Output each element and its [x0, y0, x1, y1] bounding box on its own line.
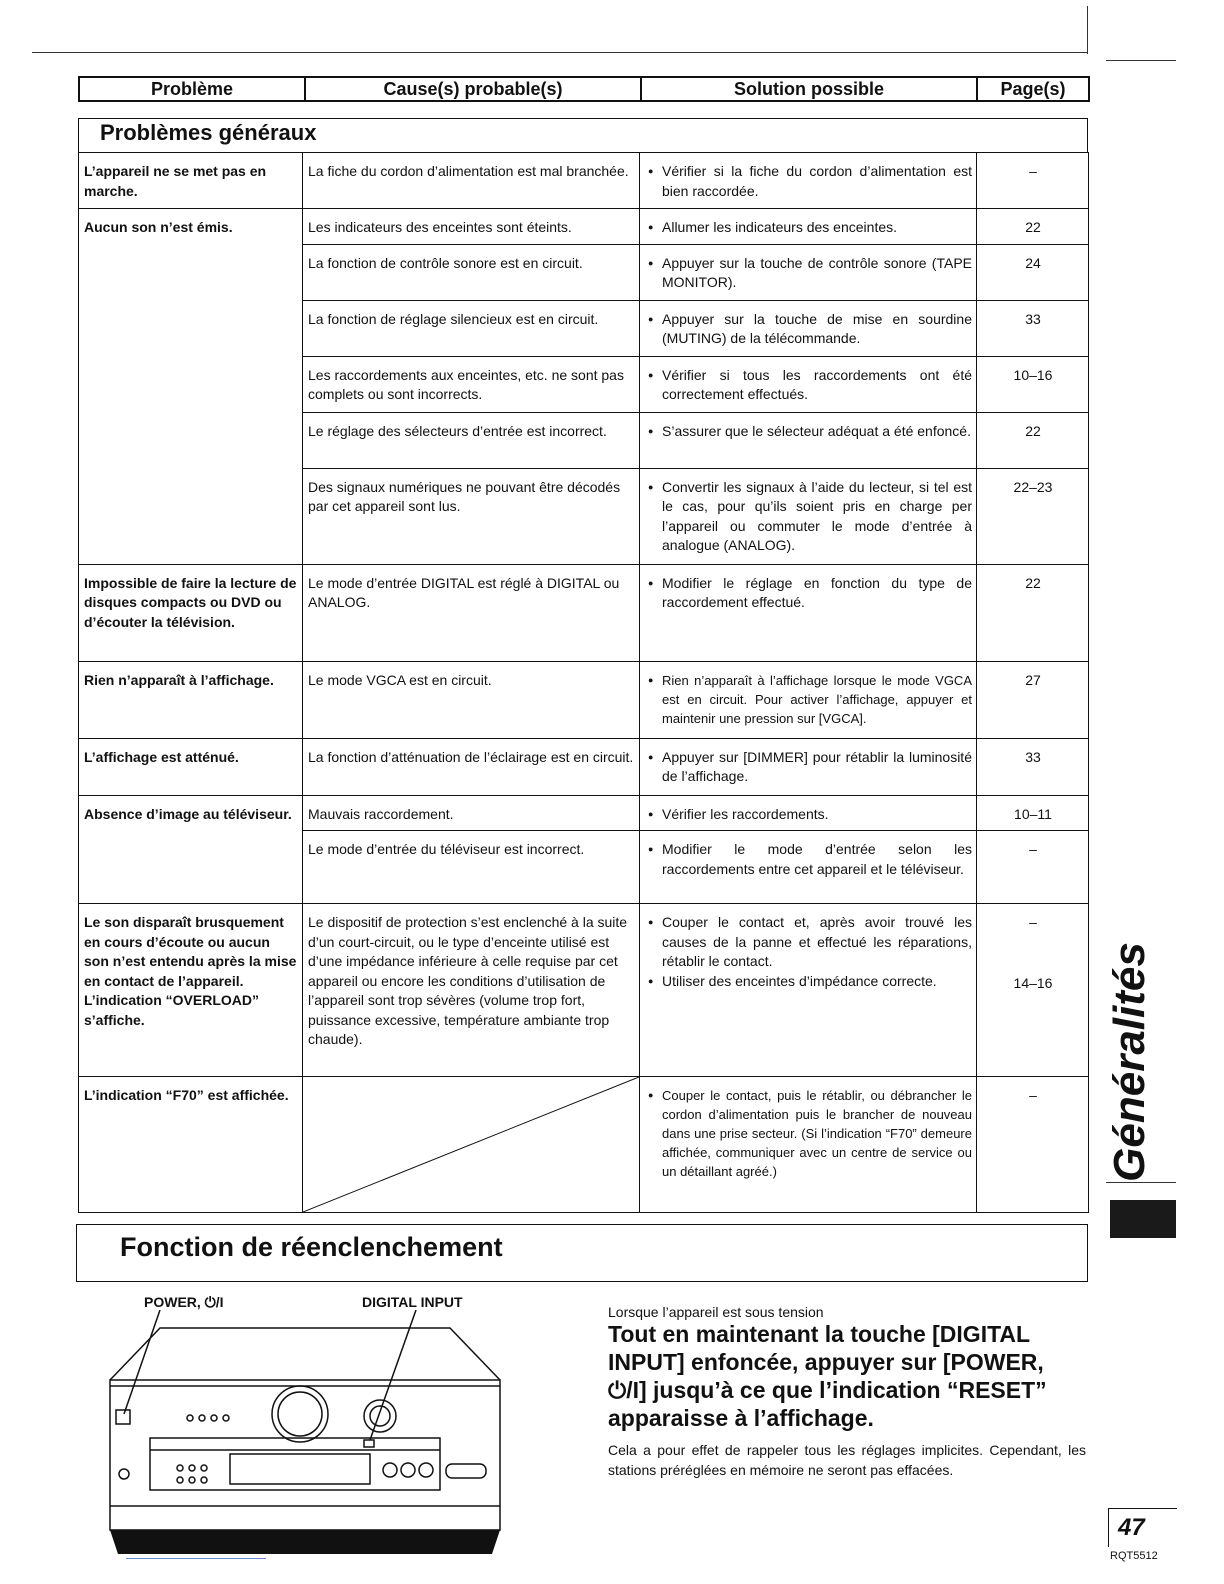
- solution-cell: [640, 564, 977, 661]
- page-cell: –: [977, 153, 1089, 209]
- header-solution: Solution possible: [641, 77, 977, 101]
- page-cell: 10–16: [977, 356, 1089, 412]
- problem-cell: L’indication “F70” est affichée.: [79, 1077, 303, 1213]
- side-black-marker: [1110, 1200, 1176, 1238]
- solution-text: ● Utiliser des enceintes d’impédance correcte.: [648, 972, 972, 992]
- solution-cell: [640, 209, 977, 245]
- table-row: [79, 564, 1089, 661]
- cause-cell: Le mode VGCA est en circuit.: [303, 661, 640, 738]
- solution-cell: [640, 795, 977, 831]
- solution-text: ● Couper le contact et, après avoir trouvé les causes de la panne et effectué les réparations, rétablir le contact.: [648, 913, 972, 972]
- solution-text: ● Appuyer sur [DIMMER] pour rétablir la luminosité de l’affichage.: [648, 748, 972, 787]
- side-tab-label: Généralités: [1105, 942, 1154, 1182]
- solution-cell: [640, 412, 977, 468]
- table-row: [79, 209, 1089, 245]
- header-pages: Page(s): [977, 77, 1089, 101]
- page-cell: –: [977, 831, 1089, 904]
- solution-cell: [640, 1077, 977, 1213]
- header-probleme: Problème: [79, 77, 305, 101]
- solution-text: ● Rien n’apparaît à l’affichage lorsque le mode VGCA est en circuit. Pour activer l’affichage, appuyer et maintenir une pression sur [VGCA].: [648, 671, 972, 728]
- side-rule: [1106, 1182, 1176, 1183]
- solution-cell: [640, 738, 977, 795]
- reset-instruction: Tout en maintenant la touche [DIGITAL INPUT] enfoncée, appuyer sur [POWER, ⏻/I] jusqu’à ce que l’indication “RESET” apparaisse à l’affichage.: [608, 1321, 1047, 1431]
- table-row: [79, 904, 1089, 1077]
- diagonal-strike: [303, 1077, 639, 1212]
- table-row: [79, 153, 1089, 209]
- page-ref: –: [1029, 914, 1037, 930]
- solution-cell: [640, 356, 977, 412]
- problem-cell: Impossible de faire la lecture de disques compacts ou DVD ou d’écouter la télévision.: [79, 564, 303, 661]
- header-cause: Cause(s) probable(s): [305, 77, 641, 101]
- table-row: [79, 738, 1089, 795]
- problem-cell: Aucun son n’est émis.: [79, 209, 303, 565]
- problem-cell: Absence d’image au téléviseur.: [79, 795, 303, 904]
- cause-cell: La fonction de réglage silencieux est en circuit.: [303, 300, 640, 356]
- side-rule: [1106, 60, 1176, 61]
- solution-text: ● Vérifier si tous les raccordements ont été correctement effectués.: [648, 366, 972, 405]
- page-cell: [977, 904, 1089, 1077]
- bottom-rule: [126, 1558, 266, 1559]
- page-cell: 22: [977, 209, 1089, 245]
- cause-cell: Les indicateurs des enceintes sont éteints.: [303, 209, 640, 245]
- solution-text: ● Vérifier si la fiche du cordon d’alimentation est bien raccordée.: [648, 162, 972, 201]
- solution-text: ● Convertir les signaux à l’aide du lecteur, si tel est le cas, pour qu’ils soient pris en charge per l’appareil ou commuter le mode d’entrée à analogue (ANALOG).: [648, 478, 972, 556]
- cause-cell: Le dispositif de protection s’est enclenché à la suite d’un court-circuit, ou le type d’enceinte utilisé est d’une impédance inférieure à celle requise par cet appareil ou encore les conditions d’utilisation de l’appareil sont trop sévères (volume trop fort, puissance excessive, température ambiante trop chaude).: [303, 904, 640, 1077]
- document-code: RQT5512: [1110, 1550, 1158, 1562]
- label-digital-input: DIGITAL INPUT: [362, 1294, 463, 1310]
- cause-cell: La fiche du cordon d’alimentation est mal branchée.: [303, 153, 640, 209]
- reset-intro: Lorsque l’appareil est sous tension: [608, 1304, 824, 1320]
- cause-cell: Des signaux numériques ne pouvant être décodés par cet appareil sont lus.: [303, 468, 640, 564]
- receiver-illustration: [100, 1310, 520, 1560]
- page-cell: 22: [977, 564, 1089, 661]
- section-title: Problèmes généraux: [100, 120, 317, 145]
- solution-cell: [640, 244, 977, 300]
- column-header: [78, 76, 1090, 102]
- cause-cell: Le réglage des sélecteurs d’entrée est incorrect.: [303, 412, 640, 468]
- solution-text: ● S’assurer que le sélecteur adéquat a été enfoncé.: [648, 422, 972, 442]
- problem-cell: Le son disparaît brusquement en cours d’écoute ou aucun son n’est entendu après la mise en contact de l’appareil. L’indication “OVERLOAD” s’affiche.: [79, 904, 303, 1077]
- table-row: [79, 795, 1089, 831]
- page-cell: –: [977, 1077, 1089, 1213]
- troubleshooting-table: [78, 152, 1089, 1213]
- table-row: [79, 661, 1089, 738]
- reset-title: Fonction de réenclenchement: [120, 1232, 503, 1262]
- problem-cell: L’affichage est atténué.: [79, 738, 303, 795]
- solution-text: ● Appuyer sur la touche de contrôle sonore (TAPE MONITOR).: [648, 254, 972, 293]
- solution-cell: [640, 661, 977, 738]
- reset-note: Cela a pour effet de rappeler tous les réglages implicites. Cependant, les stations préréglées en mémoire ne seront pas effacées.: [608, 1442, 1086, 1478]
- solution-cell: [640, 153, 977, 209]
- cause-cell: Le mode d’entrée DIGITAL est réglé à DIGITAL ou ANALOG.: [303, 564, 640, 661]
- top-right-rule: [1087, 6, 1088, 54]
- page-cell: 33: [977, 300, 1089, 356]
- cause-cell: La fonction de contrôle sonore est en circuit.: [303, 244, 640, 300]
- label-power: POWER, ⏻/I: [144, 1294, 224, 1310]
- page-cell: 24: [977, 244, 1089, 300]
- table-row: [79, 1077, 1089, 1213]
- solution-text: ● Couper le contact, puis le rétablir, ou débrancher le cordon d’alimentation puis le brancher de nouveau dans une prise secteur. (Si l’indication “F70” demeure affichée, communiquer avec un centre de service ou un détaillant agréé.): [648, 1086, 972, 1181]
- page-cell: 22: [977, 412, 1089, 468]
- page-cell: 22–23: [977, 468, 1089, 564]
- solution-cell: [640, 300, 977, 356]
- solution-cell: [640, 468, 977, 564]
- page-ref: 14–16: [1013, 974, 1053, 991]
- page-cell: 27: [977, 661, 1089, 738]
- solution-cell: [640, 904, 977, 1077]
- solution-text: ● Modifier le réglage en fonction du type de raccordement effectué.: [648, 574, 972, 613]
- solution-cell: [640, 831, 977, 904]
- cause-cell-empty: [303, 1077, 640, 1213]
- solution-text: ● Allumer les indicateurs des enceintes.: [648, 218, 972, 238]
- solution-text: ● Vérifier les raccordements.: [648, 805, 972, 825]
- page-cell: 10–11: [977, 795, 1089, 831]
- solution-text: ● Modifier le mode d’entrée selon les raccordements entre cet appareil et le téléviseur.: [648, 840, 972, 879]
- top-rule: [32, 52, 1088, 53]
- page-number: 47: [1118, 1514, 1145, 1541]
- cause-cell: La fonction d’atténuation de l’éclairage est en circuit.: [303, 738, 640, 795]
- problem-cell: L’appareil ne se met pas en marche.: [79, 153, 303, 209]
- cause-cell: Mauvais raccordement.: [303, 795, 640, 831]
- problem-cell: Rien n’apparaît à l’affichage.: [79, 661, 303, 738]
- page-cell: 33: [977, 738, 1089, 795]
- solution-text: ● Appuyer sur la touche de mise en sourdine (MUTING) de la télécommande.: [648, 310, 972, 349]
- cause-cell: Les raccordements aux enceintes, etc. ne sont pas complets ou sont incorrects.: [303, 356, 640, 412]
- cause-cell: Le mode d’entrée du téléviseur est incorrect.: [303, 831, 640, 904]
